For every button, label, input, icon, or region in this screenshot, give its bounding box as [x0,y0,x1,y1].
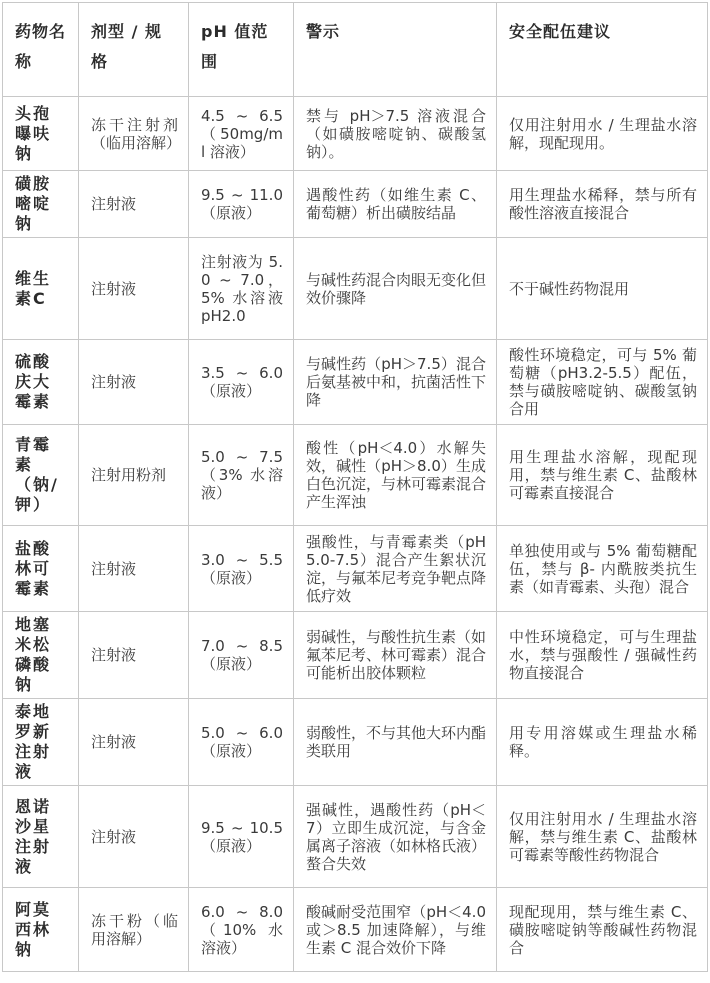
warning-cell: 遇酸性药（如维生素 C、葡萄糖）析出磺胺结晶 [294,171,497,238]
table-row [3,238,708,340]
table-row [3,526,708,612]
warning-cell: 酸碱耐受范围窄（pH＜4.0 或＞8.5 加速降解），与维生素 C 混合效价下降 [294,888,497,972]
drug-name-cell: 地塞米松磷酸钠 [3,612,79,699]
ph-cell: 5.0 ~ 7.5（3% 水溶液） [189,425,294,526]
warning-cell: 与碱性药混合肉眼无变化但效价骤降 [294,238,497,340]
table-row [3,171,708,238]
table-row [3,425,708,526]
advice-cell: 用生理盐水稀释，禁与所有酸性溶液直接混合 [497,171,708,238]
advice-cell: 不于碱性药物混用 [497,238,708,340]
form-cell: 注射液 [79,699,189,786]
drug-name-cell: 泰地罗新注射液 [3,699,79,786]
warning-cell: 弱碱性，与酸性抗生素（如氟苯尼考、林可霉素）混合可能析出胶体颗粒 [294,612,497,699]
drug-name-cell: 头孢曝呋钠 [3,97,79,171]
advice-cell: 单独使用或与 5% 葡萄糖配伍，禁与 β- 内酰胺类抗生素（如青霉素、头孢）混合 [497,526,708,612]
warning-cell: 禁与 pH＞7.5 溶液混合（如磺胺嘧啶钠、碳酸氢钠）。 [294,97,497,171]
ph-cell: 6.0 ~ 8.0（10% 水溶液） [189,888,294,972]
advice-cell: 仅用注射用水 / 生理盐水溶解，现配现用。 [497,97,708,171]
table-row [3,340,708,425]
ph-cell: 7.0 ~ 8.5（原液） [189,612,294,699]
form-cell: 注射液 [79,238,189,340]
table-row [3,786,708,888]
drug-name-cell: 硫酸庆大霉素 [3,340,79,425]
advice-cell: 用生理盐水溶解，现配现用，禁与维生素 C、盐酸林可霉素直接混合 [497,425,708,526]
ph-cell: 9.5 ~ 11.0（原液） [189,171,294,238]
table-row [3,97,708,171]
header-ph-range: pH 值范围 [189,3,294,97]
form-cell: 注射液 [79,340,189,425]
drug-name-cell: 维生素C [3,238,79,340]
ph-cell: 4.5 ~ 6.5（50mg/ml 溶液） [189,97,294,171]
drug-name-cell: 阿莫西林钠 [3,888,79,972]
ph-cell: 3.5 ~ 6.0（原液） [189,340,294,425]
drug-name-cell: 青霉素（钠/钾） [3,425,79,526]
warning-cell: 强碱性，遇酸性药（pH＜7）立即生成沉淀，与含金属离子溶液（如林格氏液）螯合失效 [294,786,497,888]
form-cell: 注射液 [79,526,189,612]
ph-cell: 5.0 ~ 6.0（原液） [189,699,294,786]
form-cell: 注射液 [79,171,189,238]
ph-cell: 注射液为 5.0 ~ 7.0，5% 水溶液 pH2.0 [189,238,294,340]
drug-name-cell: 盐酸林可霉素 [3,526,79,612]
form-cell: 冻干注射剂（临用溶解） [79,97,189,171]
drug-compatibility-table [2,2,708,972]
header-drug-name: 药物名称 [3,3,79,97]
table-header-row [3,3,708,97]
form-cell: 注射液 [79,786,189,888]
table-row [3,699,708,786]
warning-cell: 强酸性，与青霉素类（pH5.0-7.5）混合产生絮状沉淀，与氟苯尼考竞争靶点降低疗效 [294,526,497,612]
advice-cell: 现配现用，禁与维生素 C、磺胺嘧啶钠等酸碱性药物混合 [497,888,708,972]
form-cell: 注射用粉剂 [79,425,189,526]
warning-cell: 弱酸性，不与其他大环内酯类联用 [294,699,497,786]
advice-cell: 中性环境稳定，可与生理盐水，禁与强酸性 / 强碱性药物直接混合 [497,612,708,699]
advice-cell: 酸性环境稳定，可与 5% 葡萄糖（pH3.2-5.5）配伍，禁与磺胺嘧啶钠、碳酸氢钠合用 [497,340,708,425]
advice-cell: 仅用注射用水 / 生理盐水溶解，禁与维生素 C、盐酸林可霉素等酸性药物混合 [497,786,708,888]
drug-name-cell: 恩诺沙星注射液 [3,786,79,888]
header-warning: 警示 [294,3,497,97]
header-advice: 安全配伍建议 [497,3,708,97]
header-form-spec: 剂型 / 规格 [79,3,189,97]
form-cell: 注射液 [79,612,189,699]
warning-cell: 与碱性药（pH＞7.5）混合后氨基被中和，抗菌活性下降 [294,340,497,425]
ph-cell: 9.5 ~ 10.5（原液） [189,786,294,888]
document-page [2,2,708,972]
form-cell: 冻干粉（临用溶解） [79,888,189,972]
ph-cell: 3.0 ~ 5.5（原液） [189,526,294,612]
warning-cell: 酸性（pH＜4.0）水解失效，碱性（pH＞8.0）生成白色沉淀，与林可霉素混合产生浑浊 [294,425,497,526]
drug-name-cell: 磺胺嘧啶钠 [3,171,79,238]
table-row [3,888,708,972]
advice-cell: 用专用溶媒或生理盐水稀释。 [497,699,708,786]
table-row [3,612,708,699]
